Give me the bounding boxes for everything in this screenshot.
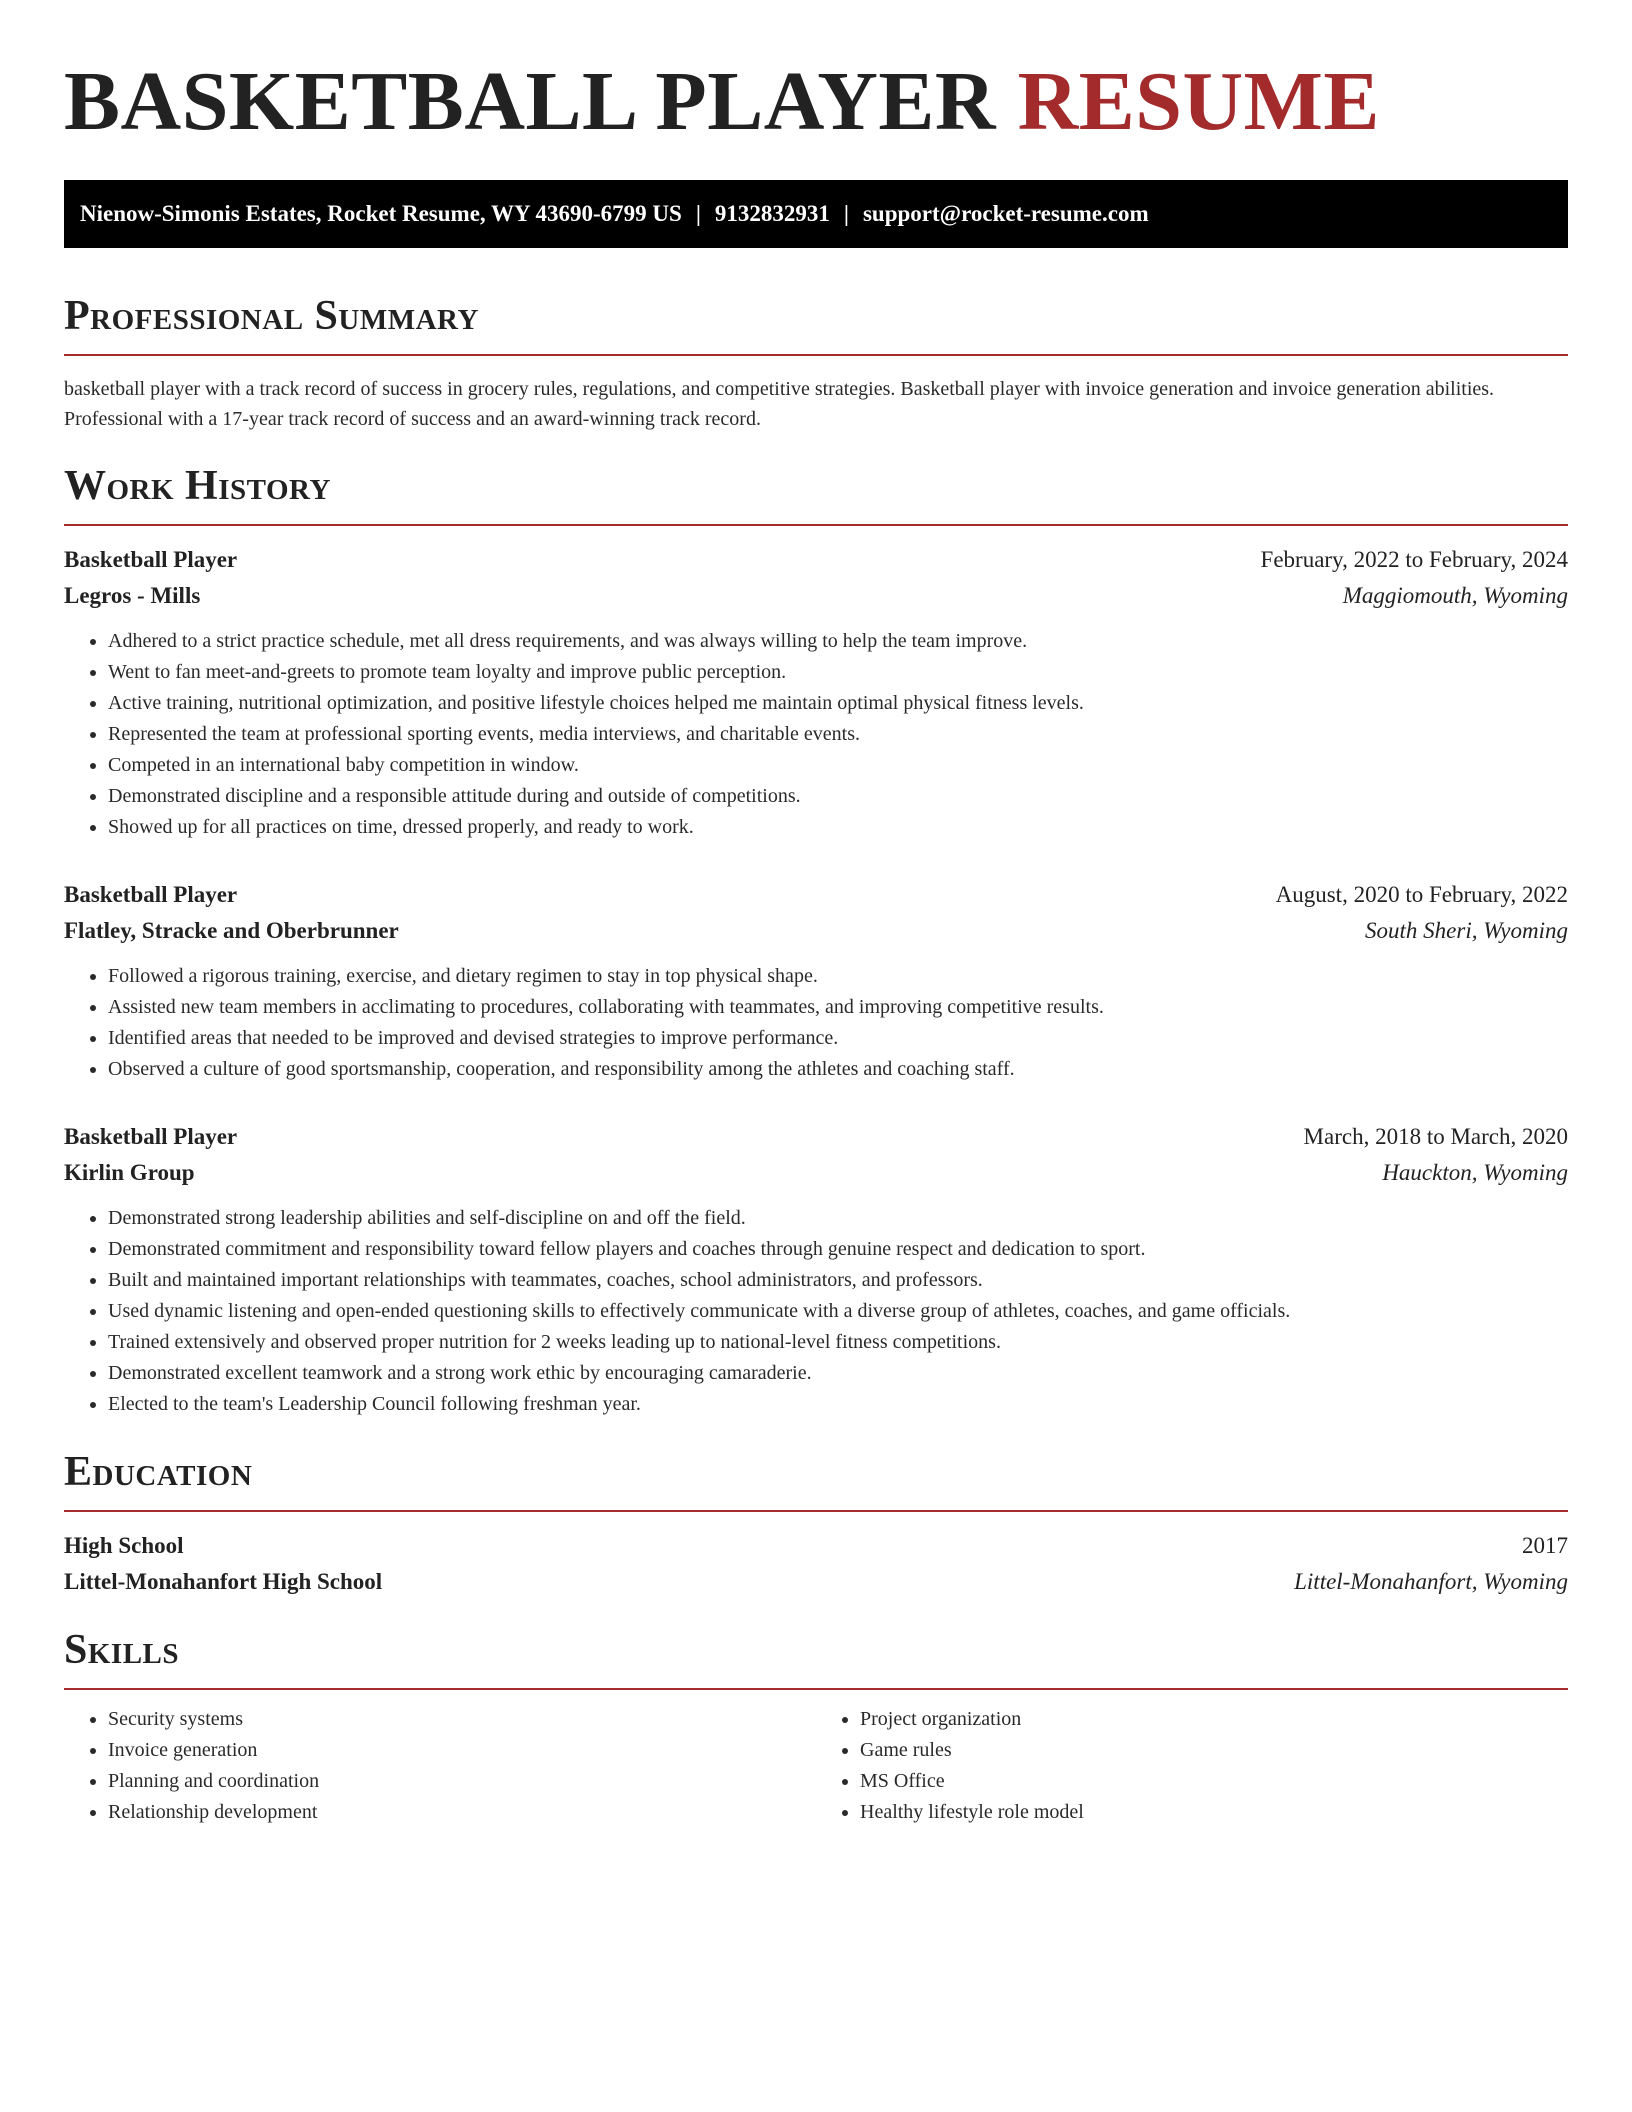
job-company: Flatley, Stracke and Oberbrunner	[64, 918, 399, 943]
job-bullet: • Adhered to a strict practice schedule, met all dress requirements, and was always willing to help the team improve.	[108, 626, 1568, 657]
resume-title	[64, 0, 1568, 148]
skill-item: • Project organization	[860, 1704, 1568, 1735]
skill-item: • Security systems	[108, 1704, 816, 1735]
title-main: BASKETBALL PLAYER	[64, 55, 997, 148]
job-bullet: • Represented the team at professional sporting events, media interviews, and charitable events.	[108, 719, 1568, 750]
job-bullet: • Competed in an international baby competition in window.	[108, 750, 1568, 781]
job-bullets	[64, 1203, 1568, 1420]
skills-grid	[64, 1704, 1568, 1828]
contact-email: support@rocket-resume.com	[862, 201, 1149, 226]
job-company-row	[64, 1155, 1568, 1191]
job-entry	[64, 542, 1568, 843]
job-bullet: • Demonstrated commitment and responsibility toward fellow players and coaches through genuine respect and dedication to sport.	[108, 1234, 1568, 1265]
job-location: Maggiomouth, Wyoming	[1342, 583, 1568, 608]
job-title-row	[64, 542, 1568, 578]
job-bullet: • Identified areas that needed to be improved and devised strategies to improve performance.	[108, 1023, 1568, 1054]
job-bullets	[64, 961, 1568, 1085]
job-bullet: • Went to fan meet-and-greets to promote team loyalty and improve public perception.	[108, 657, 1568, 688]
job-bullet: • Demonstrated excellent teamwork and a strong work ethic by encouraging camaraderie.	[108, 1358, 1568, 1389]
job-dates: August, 2020 to February, 2022	[1275, 882, 1568, 907]
skill-item: • MS Office	[860, 1766, 1568, 1797]
contact-address: Nienow-Simonis Estates, Rocket Resume, WY 43690-6799 US	[80, 201, 682, 226]
job-bullet: • Trained extensively and observed proper nutrition for 2 weeks leading up to national-level fitness competitions.	[108, 1327, 1568, 1358]
job-bullet: • Elected to the team's Leadership Council following freshman year.	[108, 1389, 1568, 1420]
title-accent: RESUME	[1017, 55, 1380, 148]
job-title: Basketball Player	[64, 1124, 238, 1149]
education-degree: High School	[64, 1533, 184, 1558]
job-bullet: • Demonstrated strong leadership abilities and self-discipline on and off the field.	[108, 1203, 1568, 1234]
job-location: South Sheri, Wyoming	[1365, 918, 1568, 943]
job-bullet: • Followed a rigorous training, exercise, and dietary regimen to stay in top physical shape.	[108, 961, 1568, 992]
job-title-row	[64, 877, 1568, 913]
job-bullet: • Showed up for all practices on time, dressed properly, and ready to work.	[108, 812, 1568, 843]
skill-item: • Planning and coordination	[108, 1766, 816, 1797]
summary-heading: Professional Summary	[64, 290, 1568, 356]
job-location: Hauckton, Wyoming	[1382, 1160, 1568, 1185]
skills-list-right	[816, 1704, 1568, 1828]
skills-list-left	[64, 1704, 816, 1828]
job-company-row	[64, 913, 1568, 949]
job-bullet: • Observed a culture of good sportsmanship, cooperation, and responsibility among the athletes and coaching staff.	[108, 1054, 1568, 1085]
skill-item: • Relationship development	[108, 1797, 816, 1828]
education-degree-row	[64, 1528, 1568, 1564]
contact-phone: 9132832931	[714, 201, 830, 226]
job-bullets	[64, 626, 1568, 843]
education-entry	[64, 1528, 1568, 1600]
job-entry	[64, 1119, 1568, 1420]
job-bullet: • Used dynamic listening and open-ended questioning skills to effectively communicate with a diverse group of athletes, coaches, and game officials.	[108, 1296, 1568, 1327]
education-year: 2017	[1522, 1533, 1568, 1558]
summary-text: basketball player with a track record of success in grocery rules, regulations, and competitive strategies. Basketball player with invoice generation and invoice generation abilities. Professional with a 17-year track record of success and an award-winning track record.	[64, 378, 1495, 430]
job-entry	[64, 877, 1568, 1085]
job-bullet: • Built and maintained important relationships with teammates, coaches, school administrators, and professors.	[108, 1265, 1568, 1296]
skill-item: • Healthy lifestyle role model	[860, 1797, 1568, 1828]
education-heading: Education	[64, 1446, 1568, 1512]
contact-separator: |	[695, 201, 701, 226]
job-company-row	[64, 578, 1568, 614]
contact-separator: |	[843, 201, 849, 226]
job-bullet: • Assisted new team members in acclimating to procedures, collaborating with teammates, and improving competitive results.	[108, 992, 1568, 1023]
job-bullet: • Active training, nutritional optimization, and positive lifestyle choices helped me maintain optimal physical fitness levels.	[108, 688, 1568, 719]
job-dates: March, 2018 to March, 2020	[1303, 1124, 1568, 1149]
job-company: Legros - Mills	[64, 583, 201, 608]
education-school: Littel-Monahanfort High School	[64, 1569, 383, 1594]
job-bullet: • Demonstrated discipline and a responsible attitude during and outside of competitions.	[108, 781, 1568, 812]
job-title: Basketball Player	[64, 882, 238, 907]
education-location: Littel-Monahanfort, Wyoming	[1294, 1569, 1568, 1594]
job-title: Basketball Player	[64, 547, 238, 572]
skill-item: • Game rules	[860, 1735, 1568, 1766]
job-title-row	[64, 1119, 1568, 1155]
job-company: Kirlin Group	[64, 1160, 195, 1185]
skills-heading: Skills	[64, 1624, 1568, 1690]
job-dates: February, 2022 to February, 2024	[1260, 547, 1568, 572]
work-history-heading: Work History	[64, 460, 1568, 526]
contact-bar	[64, 180, 1568, 248]
education-school-row	[64, 1564, 1568, 1600]
skill-item: • Invoice generation	[108, 1735, 816, 1766]
